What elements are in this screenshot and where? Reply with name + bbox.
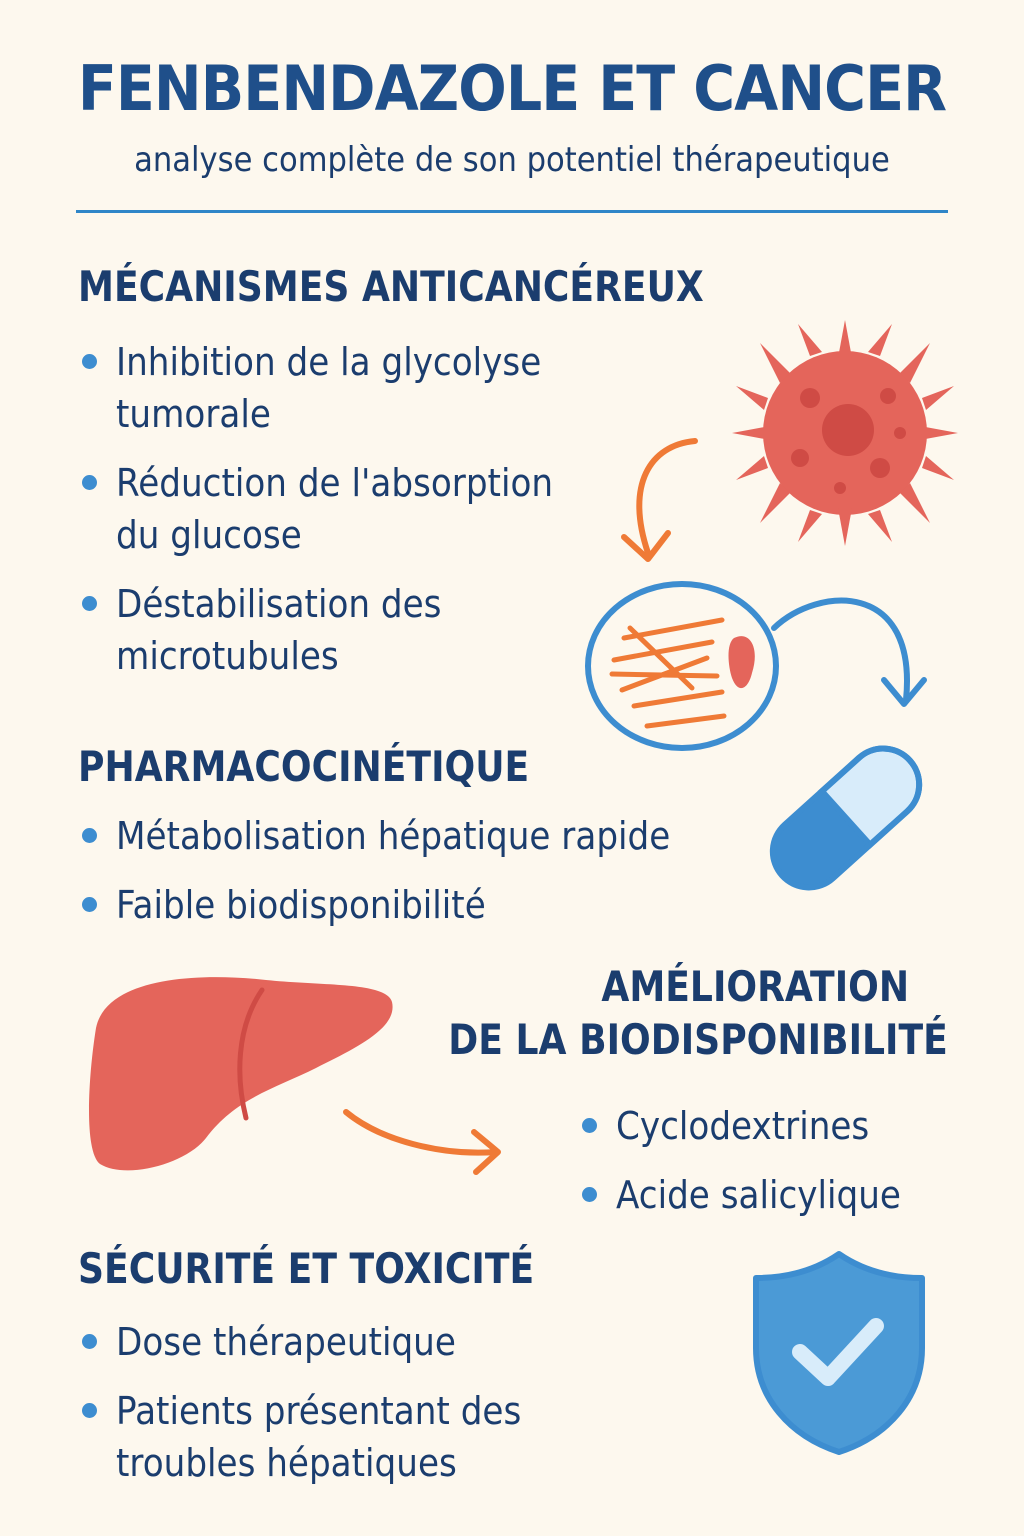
list-item [78, 810, 778, 862]
cancer-cell-icon [730, 318, 960, 548]
list-item [578, 1100, 978, 1152]
list-item-line: Patients présentant des [116, 1389, 522, 1433]
list-item-line: Acide salicylique [616, 1173, 901, 1217]
list-item-line: Métabolisation hépatique rapide [116, 814, 671, 858]
safety-list [78, 1316, 638, 1506]
microtubule-cell-icon [582, 578, 782, 754]
section-safety [78, 1244, 608, 1293]
bullet-icon [82, 828, 97, 843]
bullet-icon [82, 897, 97, 912]
list-item [78, 879, 778, 931]
page-title: FENBENDAZOLE ET CANCER [77, 52, 947, 125]
list-item-line: du glucose [116, 513, 302, 557]
page-subtitle: analyse complète de son potentiel thérapeutique [134, 140, 890, 180]
bullet-icon [582, 1187, 597, 1202]
list-item-line: Inhibition de la glycolyse [116, 340, 542, 384]
mechanisms-list [78, 336, 638, 699]
list-item-line: Dose thérapeutique [116, 1320, 456, 1364]
section-pharmacokinetics [78, 742, 603, 791]
list-item [78, 578, 638, 682]
list-item-line: Déstabilisation des [116, 582, 442, 626]
section-heading-safety: SÉCURITÉ ET TOXICITÉ [78, 1244, 535, 1293]
bullet-icon [82, 475, 97, 490]
section-heading-bioavailability-line2: DE LA BIODISPONIBILITÉ [448, 1015, 948, 1064]
section-bioavailability [367, 962, 948, 1064]
list-item [578, 1169, 978, 1221]
arrow-icon [340, 1100, 510, 1180]
bullet-icon [82, 1403, 97, 1418]
list-item-line: troubles hépatiques [116, 1441, 457, 1485]
arrow-icon [610, 435, 700, 570]
section-heading-mechanisms: MÉCANISMES ANTICANCÉREUX [78, 262, 704, 311]
pharmacokinetics-list [78, 810, 778, 948]
capsule-icon [758, 734, 934, 902]
list-item [78, 1316, 638, 1368]
shield-check-icon [750, 1248, 928, 1458]
list-item-line: tumorale [116, 392, 271, 436]
bullet-icon [82, 1334, 97, 1349]
bullet-icon [82, 596, 97, 611]
arrow-icon [768, 580, 928, 720]
list-item-line: Faible biodisponibilité [116, 883, 486, 927]
header-divider [76, 210, 948, 213]
list-item [78, 336, 638, 440]
bullet-icon [82, 354, 97, 369]
list-item-line: microtubules [116, 634, 339, 678]
section-mechanisms [78, 262, 806, 311]
bullet-icon [582, 1118, 597, 1133]
section-heading-bioavailability-line1: AMÉLIORATION [601, 962, 910, 1011]
section-heading-pharmacokinetics: PHARMACOCINÉTIQUE [78, 742, 530, 791]
list-item [78, 457, 638, 561]
list-item [78, 1385, 638, 1489]
bioavailability-list [578, 1100, 978, 1238]
list-item-line: Cyclodextrines [616, 1104, 870, 1148]
list-item-line: Réduction de l'absorption [116, 461, 554, 505]
